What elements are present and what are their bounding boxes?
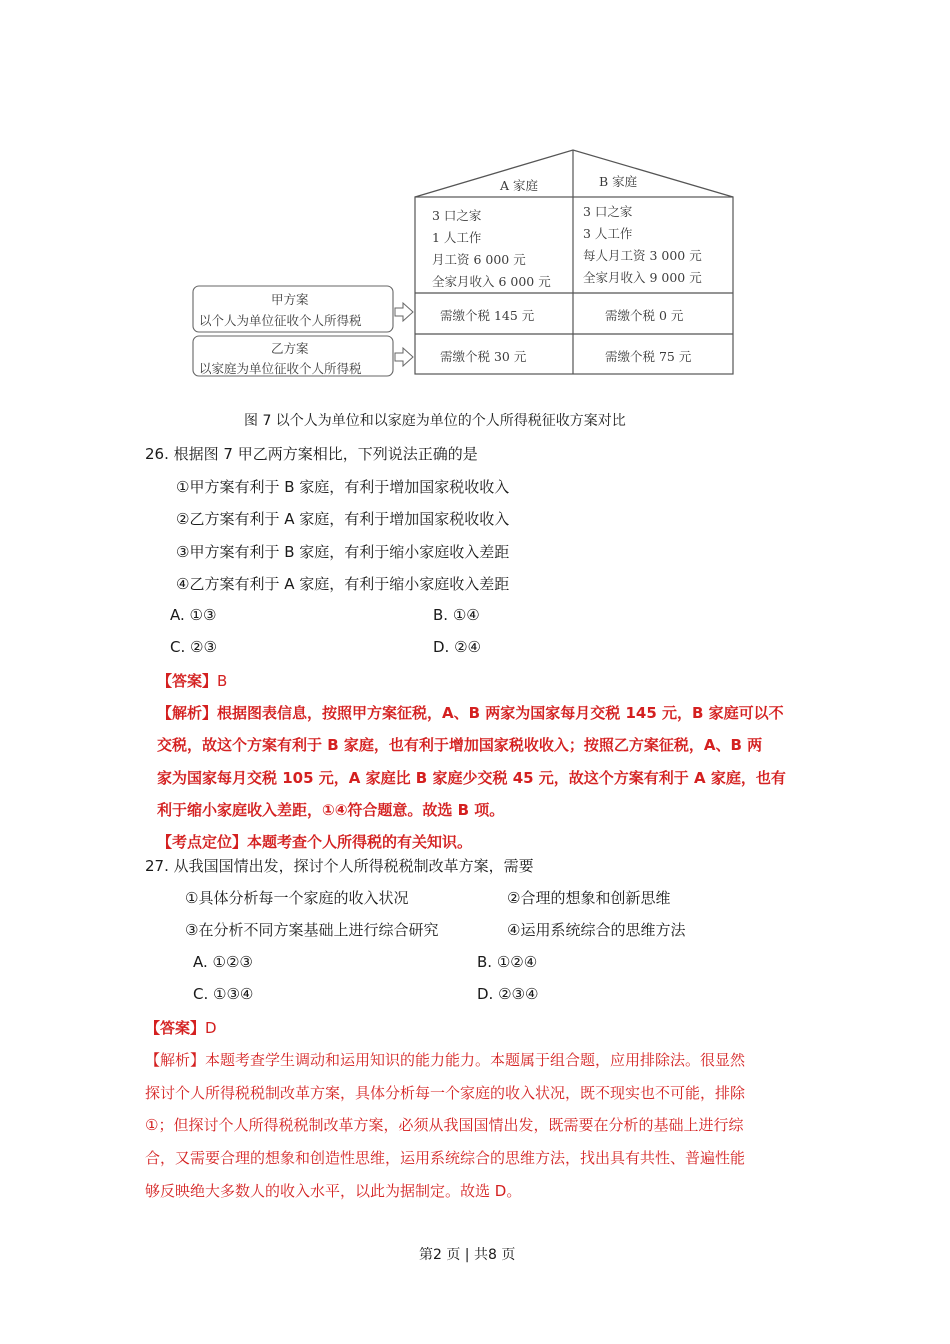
q26-option-a: A. ①③ [170,606,217,624]
column-b-header: B 家庭 [599,174,638,189]
q27-option-b: B. ①②④ [477,953,538,971]
family-a-line: 全家月收入 6 000 元 [432,274,551,289]
plan2-family-b-tax: 需缴个税 75 元 [605,349,692,364]
figure-7 [185,140,745,385]
plan1-desc: 以个人为单位征收个人所得税 [199,313,362,328]
q26-item: ①甲方案有利于 B 家庭，有利于增加国家税收收入 [176,478,510,496]
q26-item: ④乙方案有利于 A 家庭，有利于缩小家庭收入差距 [176,575,510,593]
q26-item: ③甲方案有利于 B 家庭，有利于缩小家庭收入差距 [176,543,510,561]
q26-option-b: B. ①④ [433,606,480,624]
q27-stem: 27. 从我国国情出发，探讨个人所得税税制改革方案，需要 [145,857,534,875]
q26-analysis-line: 家为国家每月交税 105 元，A 家庭比 B 家庭少交税 45 元，故这个方案有利于 A 家庭，也有 [157,769,786,787]
family-a-line: 1 人工作 [432,230,482,245]
family-a-line: 3 口之家 [432,208,482,223]
q26-analysis-line: 【解析】根据图表信息，按照甲方案征税，A、B 两家为国家每月交税 145 元，B 家庭可以不 [157,704,784,722]
plan2-title: 乙方案 [271,341,309,356]
q26-item: ②乙方案有利于 A 家庭，有利于增加国家税收收入 [176,510,510,528]
answer-label: 【答案】 [145,1019,206,1037]
q26-option-c: C. ②③ [170,638,217,656]
q27-option-c: C. ①③④ [193,985,254,1003]
plan1-title: 甲方案 [271,292,309,307]
q27-item-4: ④运用系统综合的思维方法 [507,921,686,939]
q27-option-a: A. ①②③ [193,953,253,971]
q27-analysis-line: 【解析】本题考查学生调动和运用知识的能力能力。本题属于组合题，应用排除法。很显然 [145,1051,746,1069]
answer-value: B [217,672,228,690]
q27-analysis-line: ①；但探讨个人所得税税制改革方案，必须从我国国情出发，既需要在分析的基础上进行综 [145,1116,744,1134]
q26-analysis-line: 交税，故这个方案有利于 B 家庭，也有利于增加国家税收收入；按照乙方案征税，A、B 两 [157,736,763,754]
answer-label: 【答案】 [157,672,218,690]
answer-value: D [205,1019,217,1037]
q26-option-d: D. ②④ [433,638,481,656]
family-a-line: 月工资 6 000 元 [432,252,526,267]
plan1-family-a-tax: 需缴个税 145 元 [440,308,535,323]
q26-analysis-line: 利于缩小家庭收入差距，①④符合题意。故选 B 项。 [157,801,505,819]
q26-key-point: 【考点定位】本题考查个人所得税的有关知识。 [157,833,473,851]
plan1-family-b-tax: 需缴个税 0 元 [605,308,684,323]
plan2-desc: 以家庭为单位征收个人所得税 [199,361,362,376]
q26-answer [157,670,227,691]
q27-item-2: ②合理的想象和创新思维 [507,889,671,907]
plan2-family-a-tax: 需缴个税 30 元 [440,349,527,364]
figure-caption: 图 7 以个人为单位和以家庭为单位的个人所得税征收方案对比 [244,413,626,429]
q27-analysis-line: 够反映绝大多数人的收入水平，以此为据制定。故选 D。 [145,1182,522,1200]
family-b-line: 3 人工作 [583,226,633,241]
page-footer: 第2 页 | 共8 页 [419,1247,516,1263]
q27-analysis-line: 合，又需要合理的想象和创造性思维，运用系统综合的思维方法，找出具有共性、普遍性能 [145,1149,746,1167]
family-b-line: 全家月收入 9 000 元 [583,270,702,285]
q27-item-1: ①具体分析每一个家庭的收入状况 [185,889,409,907]
family-b-line: 3 口之家 [583,204,633,219]
q27-analysis-line: 探讨个人所得税税制改革方案，具体分析每一个家庭的收入状况，既不现实也不可能，排除 [145,1084,746,1102]
family-b-line: 每人月工资 3 000 元 [583,248,702,263]
q26-stem: 26. 根据图 7 甲乙两方案相比，下列说法正确的是 [145,445,478,463]
q27-item-3: ③在分析不同方案基础上进行综合研究 [185,921,439,939]
q27-answer [145,1017,217,1038]
column-a-header: A 家庭 [500,178,539,193]
q27-option-d: D. ②③④ [477,985,539,1003]
